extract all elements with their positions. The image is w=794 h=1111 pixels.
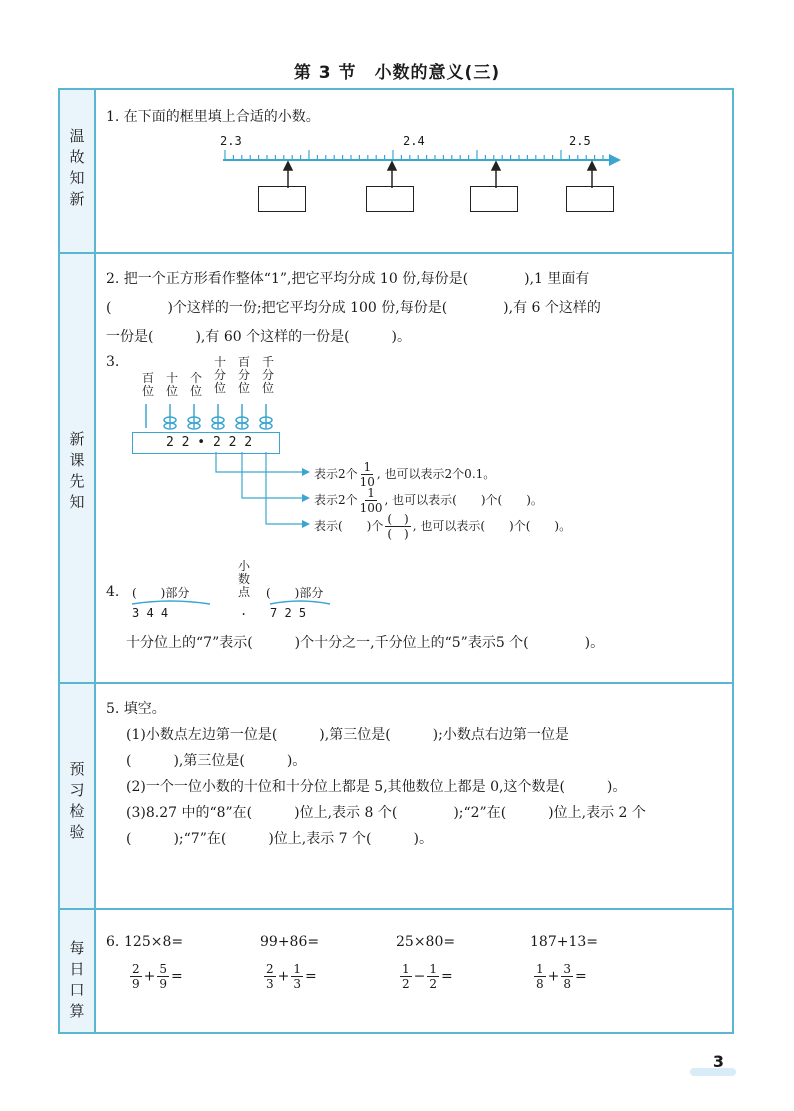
place-hundreds: 百 位 xyxy=(142,371,155,398)
section-review xyxy=(60,90,732,254)
frac-calc-1: $\frac{2}{9}$ + $\frac{5}{9}$ = xyxy=(132,962,183,991)
section-number: 第 3 节 xyxy=(293,63,357,83)
frac-calc-4: $\frac{1}{8}$ + $\frac{3}{8}$ = xyxy=(536,962,587,991)
q1-text: 1. 在下面的框里填上合适的小数。 xyxy=(106,109,320,125)
q2-line1: 2. 把一个正方形看作整体“1”,把它平均分成 10 份,每份是( ),1 里面有 xyxy=(106,271,590,287)
q4-right-digits: 7 2 5 xyxy=(270,606,307,620)
section-review-label: 温 故 知 新 xyxy=(69,127,85,208)
q3-desc1: 表示2个 $\frac{1}{10}$ , 也可以表示2个0.1。 xyxy=(314,460,496,489)
place-tens: 十 位 xyxy=(166,371,179,398)
q5-line3: (2)一个一位小数的十位和十分位上都是 5,其他数位上都是 0,这个数是( )。 xyxy=(126,779,627,795)
q3-label: 3. xyxy=(106,354,120,370)
place-hundredths: 百 分 位 xyxy=(238,355,251,395)
abacus-digits: 2 2 • 2 2 2 xyxy=(166,435,253,450)
place-thousandths: 千 分 位 xyxy=(262,355,275,395)
answer-box-1[interactable] xyxy=(258,186,306,212)
section-preview-label: 预 习 检 验 xyxy=(69,760,85,841)
q5-line4: (3)8.27 中的“8”在( )位上,表示 8 个( );“2”在( )位上,表示 2 个 xyxy=(126,805,646,821)
section-new-label: 新 课 先 知 xyxy=(69,430,85,511)
q3-desc3: 表示( )个 $\frac{( )}{( )}$ , 也可以表示( )个( )。 xyxy=(314,512,572,541)
section-preview-sidebar xyxy=(60,684,96,908)
answer-box-4[interactable] xyxy=(566,186,614,212)
worksheet-frame xyxy=(58,88,734,1034)
q4-label: 4. xyxy=(106,584,120,600)
connector-lines xyxy=(206,452,316,532)
abacus-rods xyxy=(126,404,326,434)
q5-line2: ( ),第三位是( )。 xyxy=(126,753,307,769)
calc-4: 187+13= xyxy=(530,934,598,950)
section-preview xyxy=(60,684,732,910)
tick-label-2.5: 2.5 xyxy=(569,134,591,148)
section-daily-sidebar xyxy=(60,910,96,1032)
place-ones: 个 位 xyxy=(190,371,203,398)
section-name: 小数的意义(三) xyxy=(374,63,501,83)
q5-line5: ( );“7”在( )位上,表示 7 个( )。 xyxy=(126,831,433,847)
q4-left-part: ( )部分 xyxy=(132,586,190,600)
frac-calc-3: $\frac{1}{2}$ − $\frac{1}{2}$ = xyxy=(402,962,453,991)
tick-label-2.3: 2.3 xyxy=(220,134,242,148)
calc-3: 25×80= xyxy=(396,934,456,950)
q4-dot: . xyxy=(240,604,248,618)
section-new-sidebar xyxy=(60,254,96,682)
q4-right-part: ( )部分 xyxy=(266,586,324,600)
q2-line3: 一份是( ),有 60 个这样的一份是( )。 xyxy=(106,329,412,345)
answer-box-2[interactable] xyxy=(366,186,414,212)
section-review-sidebar xyxy=(60,90,96,252)
calc-2: 99+86= xyxy=(260,934,320,950)
calc-1: 125×8= xyxy=(124,934,184,950)
frac-calc-2: $\frac{2}{3}$ + $\frac{1}{3}$ = xyxy=(266,962,317,991)
section-daily-label: 每 日 口 算 xyxy=(69,939,85,1020)
q5-line1: (1)小数点左边第一位是( ),第三位是( );小数点右边第一位是 xyxy=(126,727,569,743)
place-tenths: 十 分 位 xyxy=(214,355,227,395)
section-new xyxy=(60,254,732,684)
q3-desc2: 表示2个 $\frac{1}{100}$ , 也可以表示( )个( )。 xyxy=(314,486,543,515)
answer-box-3[interactable] xyxy=(470,186,518,212)
section-daily xyxy=(60,910,732,1032)
page-number: 3 xyxy=(712,1052,724,1071)
q6-label: 6. xyxy=(106,934,120,950)
q4-sentence: 十分位上的“7”表示( )个十分之一,千分位上的“5”表示5 个( )。 xyxy=(126,635,605,651)
page-title xyxy=(0,58,794,83)
q4-point-label: 小 数 点 xyxy=(238,559,251,599)
q4-left-digits: 3 4 4 xyxy=(132,606,169,620)
tick-label-2.4: 2.4 xyxy=(403,134,425,148)
q2-line2: ( )个这样的一份;把它平均分成 100 份,每份是( ),有 6 个这样的 xyxy=(106,300,601,316)
q5-title: 5. 填空。 xyxy=(106,701,166,717)
